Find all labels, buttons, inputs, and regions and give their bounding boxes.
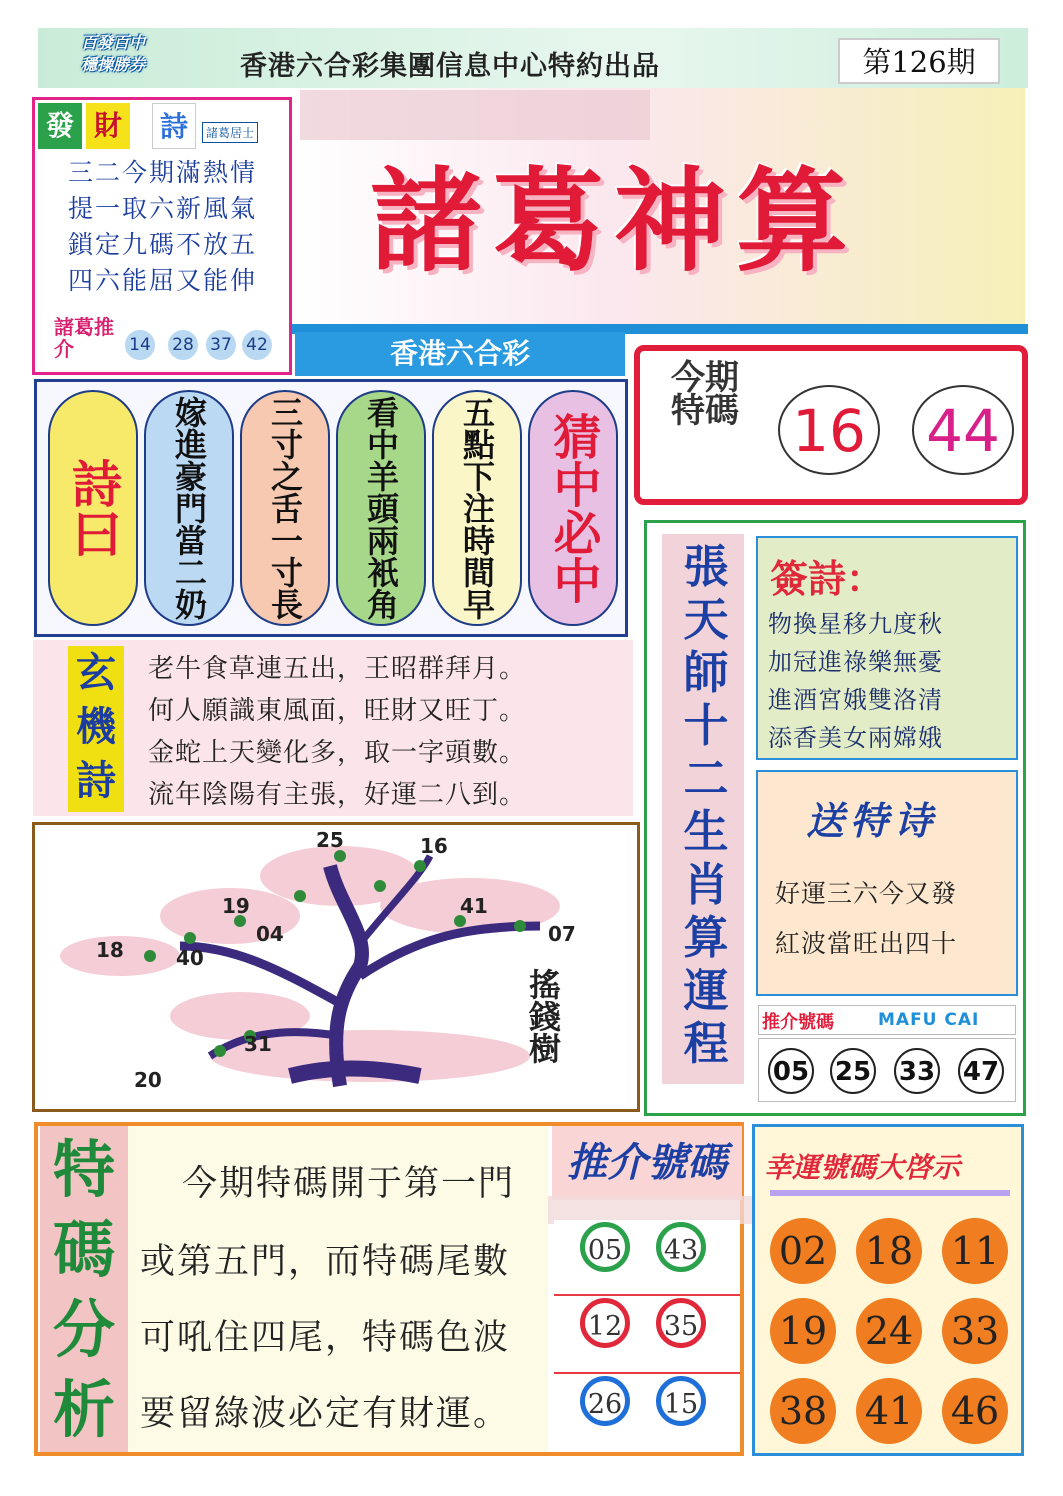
zhuge-rec-number: 28 <box>168 330 198 360</box>
qianshi-line: 進酒宮娥雙洛清 <box>768 686 943 714</box>
tree-number: 40 <box>176 946 204 970</box>
money-tree-illustration <box>40 826 630 1108</box>
analysis-line: 要留綠波必定有財運。 <box>140 1394 511 1434</box>
tuijie-title: 推介號碼 <box>552 1126 742 1200</box>
tree-number: 25 <box>316 828 344 852</box>
xuanji-label: 玄機詩 <box>68 646 124 812</box>
lucky-number: 41 <box>856 1378 922 1444</box>
logo-line-1: 百發百中 <box>80 33 145 52</box>
tree-number: 07 <box>548 922 576 946</box>
facai-tag-1: 發 <box>38 103 82 149</box>
rec-number: 33 <box>894 1048 940 1094</box>
lucky-number: 24 <box>856 1298 922 1364</box>
xuanji-line: 老牛食草連五出，王昭群拜月。 <box>148 654 527 684</box>
songte-title: 送特诗 <box>806 799 939 843</box>
poem-line: 提一取六新風氣 <box>67 194 257 223</box>
songte-line: 紅波當旺出四十 <box>775 929 958 958</box>
zhuge-rec-number: 42 <box>242 330 272 360</box>
shiri-pill-4: 看中羊頭兩衹角 <box>336 390 426 626</box>
lucky-number: 02 <box>770 1218 836 1284</box>
facai-poem-lines <box>40 155 285 299</box>
poem-line: 四六能屈又能伸 <box>67 266 257 295</box>
tuijie-row <box>554 1298 740 1374</box>
analysis-line: 或第五門，而特碼尾數 <box>140 1242 511 1282</box>
rec-number: 05 <box>768 1048 814 1094</box>
rec-number: 47 <box>958 1048 1004 1094</box>
tuijie-number: 05 <box>580 1222 630 1272</box>
rec-label: 推介號碼 <box>762 1012 834 1033</box>
rec-brand: MAFU CAI <box>878 1010 980 1030</box>
analysis-line: 可吼住四尾，特碼色波 <box>140 1318 511 1358</box>
facai-author-tag: 諸葛居士 <box>202 122 258 143</box>
zhuge-rec-label: 諸葛推介 <box>54 315 114 361</box>
zhuge-rec-number: 14 <box>125 330 155 360</box>
lucky-number: 38 <box>770 1378 836 1444</box>
qianshi-title: 簽詩： <box>770 557 885 601</box>
subtitle-label: 香港六合彩 <box>295 332 625 376</box>
issue-number: 第126期 <box>838 38 1000 84</box>
lucky-number: 18 <box>856 1218 922 1284</box>
tree-number: 16 <box>420 834 448 858</box>
rec-number: 25 <box>830 1048 876 1094</box>
tree-number: 04 <box>256 922 284 946</box>
tree-number: 19 <box>222 894 250 918</box>
xuanji-lines <box>148 648 526 816</box>
tree-number: 20 <box>134 1068 162 1092</box>
page-title: 諸葛神算 <box>370 156 858 287</box>
lucky-title: 幸運號碼大啓示 <box>764 1151 961 1184</box>
analysis-line: 今期特碼開于第一門 <box>182 1164 516 1204</box>
xuanji-line: 金蛇上天變化多，取一字頭數。 <box>148 738 527 768</box>
xuanji-line: 何人願識東風面，旺財又旺丁。 <box>148 696 527 726</box>
tree-number: 31 <box>244 1032 272 1056</box>
tree-number: 41 <box>460 894 488 918</box>
shiri-pill-3: 三寸之舌一寸長 <box>240 390 330 626</box>
tuijie-number: 35 <box>656 1298 706 1348</box>
tema-number: 44 <box>912 385 1014 475</box>
shiri-pill-1: 詩曰 <box>48 390 138 626</box>
songte-line: 好運三六今又發 <box>775 879 958 908</box>
tuijie-number: 12 <box>580 1298 630 1348</box>
xuanji-line: 流年陰陽有主張，好運二八到。 <box>148 780 527 810</box>
money-tree-label: 搖錢樹 <box>524 968 562 1064</box>
lucky-number: 11 <box>942 1218 1008 1284</box>
publisher-text: 香港六合彩集團信息中心特約出品 <box>240 51 660 82</box>
poem-line: 鎖定九碼不放五 <box>67 230 257 259</box>
lucky-number: 46 <box>942 1378 1008 1444</box>
tuijie-number: 26 <box>580 1376 630 1426</box>
shiri-pill-2: 嫁進豪門當二奶 <box>144 390 234 626</box>
zhang-title: 張天師十二生肖算運程 <box>683 540 729 1070</box>
lucky-underline <box>770 1190 1010 1196</box>
tema-label: 今期特碼 <box>671 358 739 431</box>
lucky-number: 19 <box>770 1298 836 1364</box>
qianshi-line: 添香美女兩嫦娥 <box>768 724 943 752</box>
poem-line: 三二今期滿熱情 <box>67 158 257 187</box>
zhuge-rec-number: 37 <box>206 330 236 360</box>
logo <box>48 32 178 84</box>
qianshi-line: 加冠進祿樂無憂 <box>768 648 943 676</box>
facai-tag-3: 詩 <box>152 103 196 149</box>
lucky-number: 33 <box>942 1298 1008 1364</box>
tema-number: 16 <box>778 385 880 475</box>
tuijie-number: 43 <box>656 1222 706 1272</box>
tuijie-number: 15 <box>656 1376 706 1426</box>
shiri-pill-6: 猜中必中 <box>528 390 618 626</box>
tree-number: 18 <box>96 938 124 962</box>
facai-tag-2: 財 <box>86 103 130 149</box>
tuijie-row <box>554 1376 740 1452</box>
shiri-pill-5: 五點下注時間早 <box>432 390 522 626</box>
qianshi-line: 物換星移九度秋 <box>768 610 943 638</box>
analysis-label: 特碼分析 <box>52 1133 115 1446</box>
logo-line-2: 穩操勝券 <box>80 55 145 74</box>
